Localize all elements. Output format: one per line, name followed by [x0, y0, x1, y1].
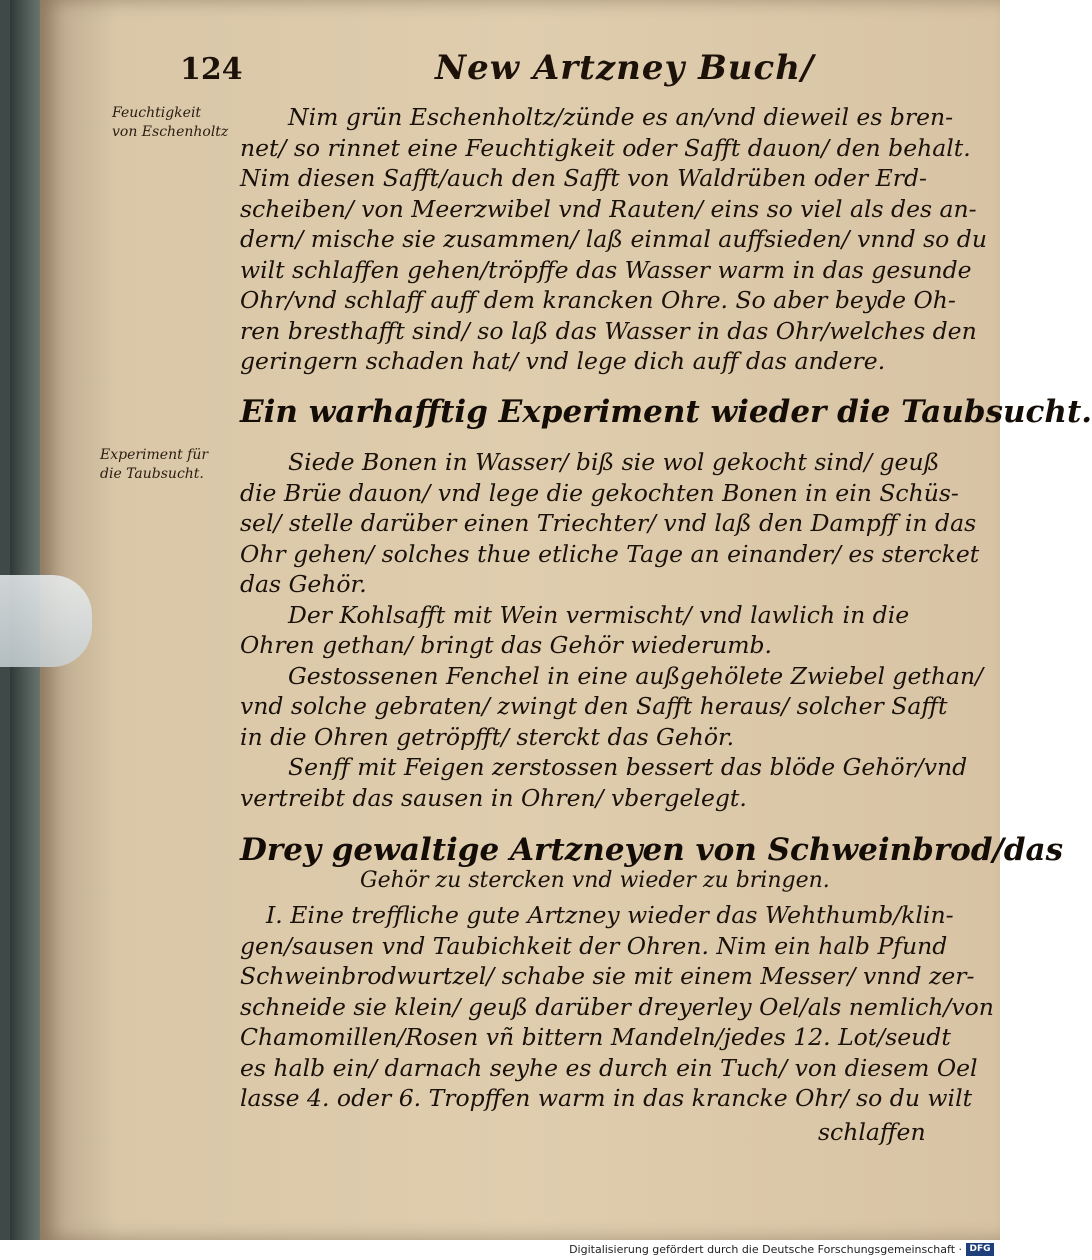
text-line: I. Eine treffliche gute Artzney wieder das Wehthumb/klin- [266, 901, 954, 929]
section-subheading-2: Gehör zu stercken vnd wieder zu bringen. [360, 868, 830, 893]
text-block-3 [240, 900, 994, 1114]
page-tab-marker [0, 575, 92, 667]
text-line: Chamomillen/Rosen vñ bittern Mandeln/jedes 12. Lot/seudt [240, 1023, 951, 1051]
text-line: sel/ stelle darüber einen Triechter/ vnd laß den Dampff in das [240, 509, 977, 537]
section-heading-1: Ein warhafftig Experiment wieder die Taubsucht. [240, 394, 1092, 430]
running-title: New Artzney Buch/ [435, 48, 815, 88]
text-line: wilt schlaffen gehen/tröpffe das Wasser warm in das gesunde [240, 255, 972, 284]
text-block-2 [240, 447, 984, 813]
page-header [180, 48, 940, 98]
page-number: 124 [180, 52, 243, 87]
text-line: schneide sie klein/ geuß darüber dreyerley Oel/als nemlich/von [240, 992, 994, 1021]
text-line: geringern schaden hat/ vnd lege dich auff das andere. [240, 347, 886, 375]
text-line: in die Ohren getröpfft/ sterckt das Gehör. [240, 722, 735, 751]
text-line: das Gehör. [240, 570, 367, 598]
text-line: vnd solche gebraten/ zwingt den Safft heraus/ solcher Safft [240, 692, 948, 720]
text-line: scheiben/ von Meerzwibel vnd Rauten/ eins so viel als des an- [240, 194, 977, 223]
text-line: Siede Bonen in Wasser/ biß sie wol gekocht sind/ geuß [288, 448, 940, 476]
text-line: Der Kohlsafft mit Wein vermischt/ vnd lawlich in die [288, 600, 910, 629]
dfg-logo-icon: DFG [966, 1243, 994, 1256]
margin-note-taubsucht: Experiment für die Taubsucht. [100, 447, 209, 482]
text-line: net/ so rinnet eine Feuchtigkeit oder Safft dauon/ den behalt. [240, 133, 971, 162]
footer-credit: Digitalisierung gefördert durch die Deutsche Forschungsgemeinschaft · [569, 1243, 962, 1256]
text-line: Gestossenen Fenchel in eine außgehölete Zwiebel gethan/ [288, 661, 984, 690]
margin-note-eschenholtz: Feuchtigkeit von Eschenholtz [112, 105, 229, 140]
text-line: Ohren gethan/ bringt das Gehör wiederumb. [240, 631, 772, 659]
text-line: dern/ mische sie zusammen/ laß einmal auffsieden/ vnnd so du [240, 225, 987, 253]
section-heading-2: Drey gewaltige Artzneyen von Schweinbrod/das [240, 832, 1064, 868]
text-line: Senff mit Feigen zerstossen bessert das blöde Gehör/vnd [288, 753, 968, 781]
text-line: Ohr/vnd schlaff auff dem krancken Ohre. So aber beyde Oh- [240, 286, 956, 314]
text-line: es halb ein/ darnach seyhe es durch ein Tuch/ von diesem Oel [240, 1053, 978, 1082]
text-line: Schweinbrodwurtzel/ schabe sie mit einem Messer/ vnnd zer- [240, 962, 975, 990]
text-block-1 [240, 102, 987, 377]
text-line: Nim grün Eschenholtz/zünde es an/vnd dieweil es bren- [288, 103, 954, 131]
text-line: die Brüe dauon/ vnd lege die gekochten Bonen in ein Schüs- [240, 478, 959, 507]
text-line: Ohr gehen/ solches thue etliche Tage an einander/ es stercket [240, 539, 980, 568]
footer-bar [0, 1240, 1000, 1260]
catchword: schlaffen [818, 1118, 926, 1146]
text-line: Nim diesen Safft/auch den Safft von Waldrüben oder Erd- [240, 164, 927, 192]
text-line: gen/sausen vnd Taubichkeit der Ohren. Nim ein halb Pfund [240, 931, 948, 960]
text-line: lasse 4. oder 6. Tropffen warm in das krancke Ohr/ so du wilt [240, 1084, 973, 1112]
text-line: ren bresthafft sind/ so laß das Wasser in das Ohr/welches den [240, 316, 977, 345]
text-line: vertreibt das sausen in Ohren/ vbergelegt. [240, 783, 747, 812]
